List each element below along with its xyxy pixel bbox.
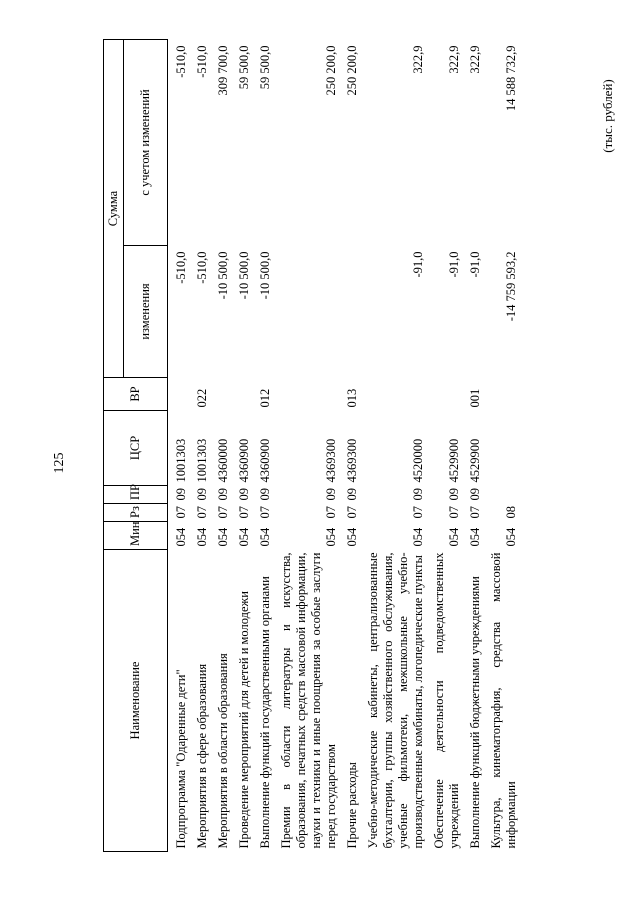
- row-min: 054: [447, 527, 461, 547]
- page-number: 125: [52, 452, 67, 474]
- row-with-change: 322,9: [411, 45, 425, 74]
- row-change: -510,0: [195, 251, 209, 284]
- row-change: [342, 246, 363, 378]
- row-pr: 09: [216, 488, 230, 501]
- row-csr: 4369300: [324, 438, 338, 483]
- table-row: [465, 40, 486, 852]
- row-with-change: 59 500,0: [237, 45, 251, 90]
- row-pr: 09: [411, 488, 425, 501]
- header-sum: Сумма: [104, 40, 124, 378]
- row-pr: 09: [195, 488, 209, 501]
- row-vr: 013: [345, 388, 359, 408]
- row-min: 054: [237, 527, 251, 547]
- table-row: [192, 40, 213, 852]
- header-with-change: с учетом изменений: [124, 40, 168, 246]
- header-min: Мин: [104, 522, 168, 550]
- row-min: 054: [411, 527, 425, 547]
- row-name: Обеспечение деятельности подведомственных учреждений: [432, 552, 461, 849]
- row-change: -91,0: [447, 251, 461, 278]
- row-with-change: 59 500,0: [258, 45, 272, 90]
- row-name: Мероприятия в области образования: [216, 653, 230, 849]
- row-csr: 4529900: [468, 438, 482, 483]
- row-with-change: 250 200,0: [345, 45, 359, 96]
- row-csr: 4360900: [237, 438, 251, 483]
- row-min: 054: [504, 527, 518, 547]
- row-vr: [429, 378, 465, 411]
- row-min: 054: [345, 527, 359, 547]
- row-with-change: 14 588 732,9: [504, 45, 518, 112]
- row-rz: 07: [411, 506, 425, 519]
- row-vr: [363, 378, 429, 411]
- row-change: -510,0: [174, 251, 188, 284]
- row-csr: 4360900: [258, 438, 272, 483]
- table-row: [168, 40, 193, 852]
- row-name: Проведение мероприятий для детей и молодежи: [237, 591, 251, 849]
- row-name: Мероприятия в сфере образования: [195, 663, 209, 849]
- table-row: [255, 40, 276, 852]
- row-rz: 07: [216, 506, 230, 519]
- row-rz: 07: [258, 506, 272, 519]
- row-rz: 07: [174, 506, 188, 519]
- row-name: Подпрограмма "Одаренные дети": [174, 669, 188, 849]
- header-change: изменения: [124, 246, 168, 378]
- row-rz: 07: [447, 506, 461, 519]
- row-pr: 09: [324, 488, 338, 501]
- header-name: Наименование: [104, 550, 168, 852]
- row-change: -91,0: [411, 251, 425, 278]
- row-pr: 09: [345, 488, 359, 501]
- units-note: (тыс. рублей): [600, 79, 615, 153]
- row-vr: 001: [468, 388, 482, 408]
- row-csr: 4360000: [216, 438, 230, 483]
- row-rz: 08: [504, 506, 518, 519]
- table-row: [234, 40, 255, 852]
- row-pr: 09: [258, 488, 272, 501]
- row-rz: 07: [237, 506, 251, 519]
- row-min: 054: [195, 527, 209, 547]
- row-pr: 09: [468, 488, 482, 501]
- row-name: Премии в области литературы и искусства, образования, печатных средств массовой информации, науки и техники и иные поощрения за особые заслуги перед государством: [279, 552, 338, 849]
- table-row: [486, 40, 522, 852]
- row-name: Культура, кинематография, средства массовой информации: [489, 552, 518, 849]
- row-with-change: 309 700,0: [216, 45, 230, 96]
- row-csr: 1001303: [195, 438, 209, 483]
- row-min: 054: [216, 527, 230, 547]
- row-rz: 07: [195, 506, 209, 519]
- row-pr: 09: [447, 488, 461, 501]
- table-row: [342, 40, 363, 852]
- row-vr: 012: [258, 388, 272, 408]
- row-rz: 07: [324, 506, 338, 519]
- row-pr: [486, 486, 522, 504]
- header-vr: ВР: [104, 378, 168, 411]
- row-name: Выполнение функций государственными органами: [258, 576, 272, 849]
- row-vr: [276, 378, 342, 411]
- row-with-change: -510,0: [195, 45, 209, 78]
- header-pr: ПР: [104, 486, 168, 504]
- header-csr: ЦСР: [104, 411, 168, 486]
- budget-table-rotated: [103, 40, 573, 852]
- row-pr: 09: [237, 488, 251, 501]
- row-csr: [486, 411, 522, 486]
- table-row: [429, 40, 465, 852]
- row-csr: 4520000: [411, 438, 425, 483]
- row-name: Выполнение функций бюджетными учреждениями: [468, 576, 482, 849]
- table-body: [168, 40, 523, 852]
- table-row: [213, 40, 234, 852]
- row-min: 054: [324, 527, 338, 547]
- table-row: [276, 40, 342, 852]
- row-pr: 09: [174, 488, 188, 501]
- row-with-change: 322,9: [468, 45, 482, 74]
- row-with-change: -510,0: [174, 45, 188, 78]
- row-change: -10 500,0: [216, 251, 230, 300]
- row-min: 054: [174, 527, 188, 547]
- row-name: Учебно-методические кабинеты, централизованные бухгалтерии, группы хозяйственного обслуживания, учебные фильмотеки, межшкольные учебно-производственные комбинаты, логопедические пункты: [366, 552, 425, 849]
- row-vr: 022: [195, 388, 209, 408]
- row-name: Прочие расходы: [345, 762, 359, 849]
- row-csr: 1001303: [174, 438, 188, 483]
- row-with-change: 250 200,0: [324, 45, 338, 96]
- row-vr: [213, 378, 234, 411]
- table-row: [363, 40, 429, 852]
- budget-table: [103, 39, 522, 852]
- header-rz: Рз: [104, 504, 168, 522]
- row-change: -10 500,0: [237, 251, 251, 300]
- row-vr: [234, 378, 255, 411]
- row-rz: 07: [468, 506, 482, 519]
- row-vr: [486, 378, 522, 411]
- row-csr: 4529900: [447, 438, 461, 483]
- row-change: -10 500,0: [258, 251, 272, 300]
- row-min: 054: [468, 527, 482, 547]
- row-change: -91,0: [468, 251, 482, 278]
- row-change: [276, 246, 342, 378]
- row-min: 054: [258, 527, 272, 547]
- row-with-change: 322,9: [447, 45, 461, 74]
- row-rz: 07: [345, 506, 359, 519]
- row-csr: 4369300: [345, 438, 359, 483]
- row-change: -14 759 593,2: [504, 251, 518, 322]
- row-vr: [168, 378, 193, 411]
